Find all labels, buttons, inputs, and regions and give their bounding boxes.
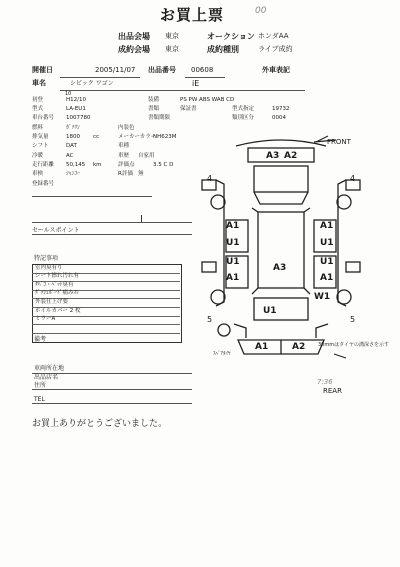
spec-label-right: 評価点 bbox=[118, 162, 135, 168]
sales-point-mark: | bbox=[140, 214, 143, 223]
small-num: 10 bbox=[65, 91, 72, 97]
tokki-row-line bbox=[32, 324, 180, 325]
spec-label-left: 登録番号 bbox=[32, 181, 55, 187]
tel-label: TEL bbox=[34, 396, 45, 403]
tel-underline bbox=[32, 403, 192, 404]
code-a1-right-1: A1 bbox=[320, 221, 334, 231]
tokki-item: ﾀﾞｯｼｭﾎﾞｰﾄﾞ痛みｽﾚ bbox=[35, 290, 80, 297]
spec-label-left: 走行距離 bbox=[32, 162, 55, 168]
contract-venue-value: 東京 bbox=[165, 45, 179, 53]
code-a2-bottom: A2 bbox=[292, 342, 306, 352]
spec-label-right: 内装色 bbox=[118, 125, 135, 131]
exterior-label: 外車表記 bbox=[262, 66, 290, 74]
corner-mark: 00 bbox=[255, 6, 267, 16]
spec-label-right: 書類期限 bbox=[148, 115, 171, 121]
spec-label-left: 冷暖 bbox=[32, 153, 44, 159]
spec-value-right: 3.5 C D bbox=[153, 162, 174, 168]
spec-value-left: ｼｬﾝｺｰ bbox=[66, 171, 80, 177]
spec-value-left: AC bbox=[66, 153, 74, 159]
tokki-row-line bbox=[32, 333, 180, 334]
spec-value-right: 自家用 bbox=[138, 153, 155, 159]
handwritten-note: 7:36 bbox=[317, 378, 333, 386]
spec-label-left: シフト bbox=[32, 143, 49, 149]
spec-value-right: 0004 bbox=[272, 115, 286, 121]
contract-venue-label: 成約会場 bbox=[118, 45, 150, 54]
biko-label: 備考 bbox=[34, 336, 47, 343]
spec-label-right: 車種 bbox=[118, 143, 130, 149]
spec-value-right: 19732 bbox=[272, 106, 290, 112]
venue-value: 東京 bbox=[165, 32, 179, 40]
car-name-value: シビック ワゴン bbox=[70, 80, 114, 87]
contract-type-value: ライブ成約 bbox=[258, 45, 293, 53]
code-a1-right-2: A1 bbox=[320, 273, 334, 283]
rear-label: REAR bbox=[323, 387, 342, 395]
spec-label-left: 排気量 bbox=[32, 134, 49, 140]
spec-unit-left: km bbox=[93, 162, 102, 168]
code-a2-top: A2 bbox=[284, 151, 298, 161]
spec-label-right: 型式指定 bbox=[232, 106, 255, 112]
auction-label: オークション bbox=[207, 32, 255, 41]
sales-point-underline-2 bbox=[32, 234, 192, 235]
name-underline bbox=[60, 90, 305, 91]
spec-label-right: 装備 bbox=[148, 97, 160, 103]
tire-rl: 5 bbox=[207, 315, 213, 324]
spec-value-left: H12/10 bbox=[66, 97, 86, 103]
sales-point-label: セールスポイント bbox=[32, 227, 80, 234]
tire-note: 30mmはタイヤの溝深さを示す bbox=[318, 342, 390, 348]
spec-value-left: 1007780 bbox=[66, 115, 91, 121]
spec-label-right: R評価 bbox=[118, 171, 133, 177]
address-label: 住所 bbox=[34, 382, 47, 389]
tire-rr: 5 bbox=[350, 315, 356, 324]
date-value: 2005/11/07 bbox=[95, 66, 136, 74]
date-label: 開催日 bbox=[32, 66, 53, 74]
spec-label-right: 車歴 bbox=[118, 153, 130, 159]
tokki-label: 特記事項 bbox=[34, 255, 59, 262]
tire-fr: 4 bbox=[350, 174, 356, 183]
code-u1-right-1: U1 bbox=[320, 238, 334, 248]
lot-value: 00608 bbox=[191, 66, 214, 74]
tokki-item: 室内臭有り bbox=[35, 264, 63, 271]
spec-label-left: 燃料 bbox=[32, 125, 44, 131]
spec-value-right: 保証書 bbox=[180, 106, 197, 112]
spec-label-left: 型式 bbox=[32, 106, 44, 112]
page-title: お買上票 bbox=[160, 6, 225, 24]
auction-value: ホンダAA bbox=[258, 32, 289, 40]
code-u1-left-2: U1 bbox=[226, 257, 240, 267]
spec-value-right: 無 bbox=[138, 171, 144, 177]
spec-label-right: 書類 bbox=[148, 106, 160, 112]
spec-label-right: 類別区分 bbox=[232, 115, 255, 121]
code-a1-bottom: A1 bbox=[255, 342, 269, 352]
pickup-label: 出品店名 bbox=[34, 374, 59, 381]
tokki-item: ホイルカバー 2 枚 bbox=[35, 307, 81, 314]
lot-underline bbox=[185, 77, 225, 78]
spec-value-left: 50,145 bbox=[66, 162, 86, 168]
vehicle-diagram bbox=[196, 132, 366, 362]
sales-point-underline-1 bbox=[32, 222, 192, 223]
spec-value-right: PS PW ABS WAB CD bbox=[180, 97, 235, 103]
location-label: 車両所在地 bbox=[34, 365, 65, 372]
code-a1-left-1: A1 bbox=[226, 221, 240, 231]
grade-value: iE bbox=[192, 79, 200, 88]
date-underline bbox=[60, 77, 140, 78]
spec-label-right: メーカーカラー bbox=[118, 134, 157, 140]
registration-underline bbox=[32, 196, 152, 197]
spec-value-left: DAT bbox=[66, 143, 77, 149]
contract-type-label: 成約種別 bbox=[207, 45, 239, 54]
spec-label-left: 初登 bbox=[32, 97, 44, 103]
code-a3-center: A3 bbox=[273, 263, 287, 273]
front-label: FRONT bbox=[327, 138, 351, 146]
spec-unit-left: cc bbox=[93, 134, 100, 140]
code-u1-left-1: U1 bbox=[226, 238, 240, 248]
lot-label: 出品番号 bbox=[148, 66, 176, 74]
car-name-label: 車名 bbox=[32, 79, 46, 87]
tokki-item: シート擦れ汚れ有 bbox=[35, 273, 80, 280]
code-u1-rear: U1 bbox=[263, 306, 277, 316]
venue-label: 出品会場 bbox=[118, 32, 150, 41]
spec-label-left: 車台番号 bbox=[32, 115, 55, 121]
tire-fl: 4 bbox=[207, 174, 213, 183]
tokki-item: ミラーA bbox=[35, 316, 56, 323]
thanks-message: お買上ありがとうございました。 bbox=[32, 419, 168, 429]
spec-value-left: LA-EU1 bbox=[66, 106, 86, 112]
spec-value-right: NH623M bbox=[153, 134, 177, 140]
spare-label: ｽﾍﾟｱﾀｲﾔ bbox=[213, 351, 231, 357]
code-a3-top: A3 bbox=[266, 151, 280, 161]
code-a1-left-2: A1 bbox=[226, 273, 240, 283]
code-u1-right-2: U1 bbox=[320, 257, 334, 267]
address-underline bbox=[32, 389, 192, 390]
spec-value-left: 1800 bbox=[66, 134, 80, 140]
code-w1-right: W1 bbox=[314, 292, 331, 302]
spec-value-left: ｶﾞｿﾘﾝ bbox=[66, 125, 80, 131]
tokki-item: ﾀﾊﾞｺ・ﾍﾟｯﾄ臭有 bbox=[35, 281, 74, 288]
spec-label-left: 車検 bbox=[32, 171, 44, 177]
tokki-item: 外装仕上げ要 bbox=[35, 298, 69, 305]
